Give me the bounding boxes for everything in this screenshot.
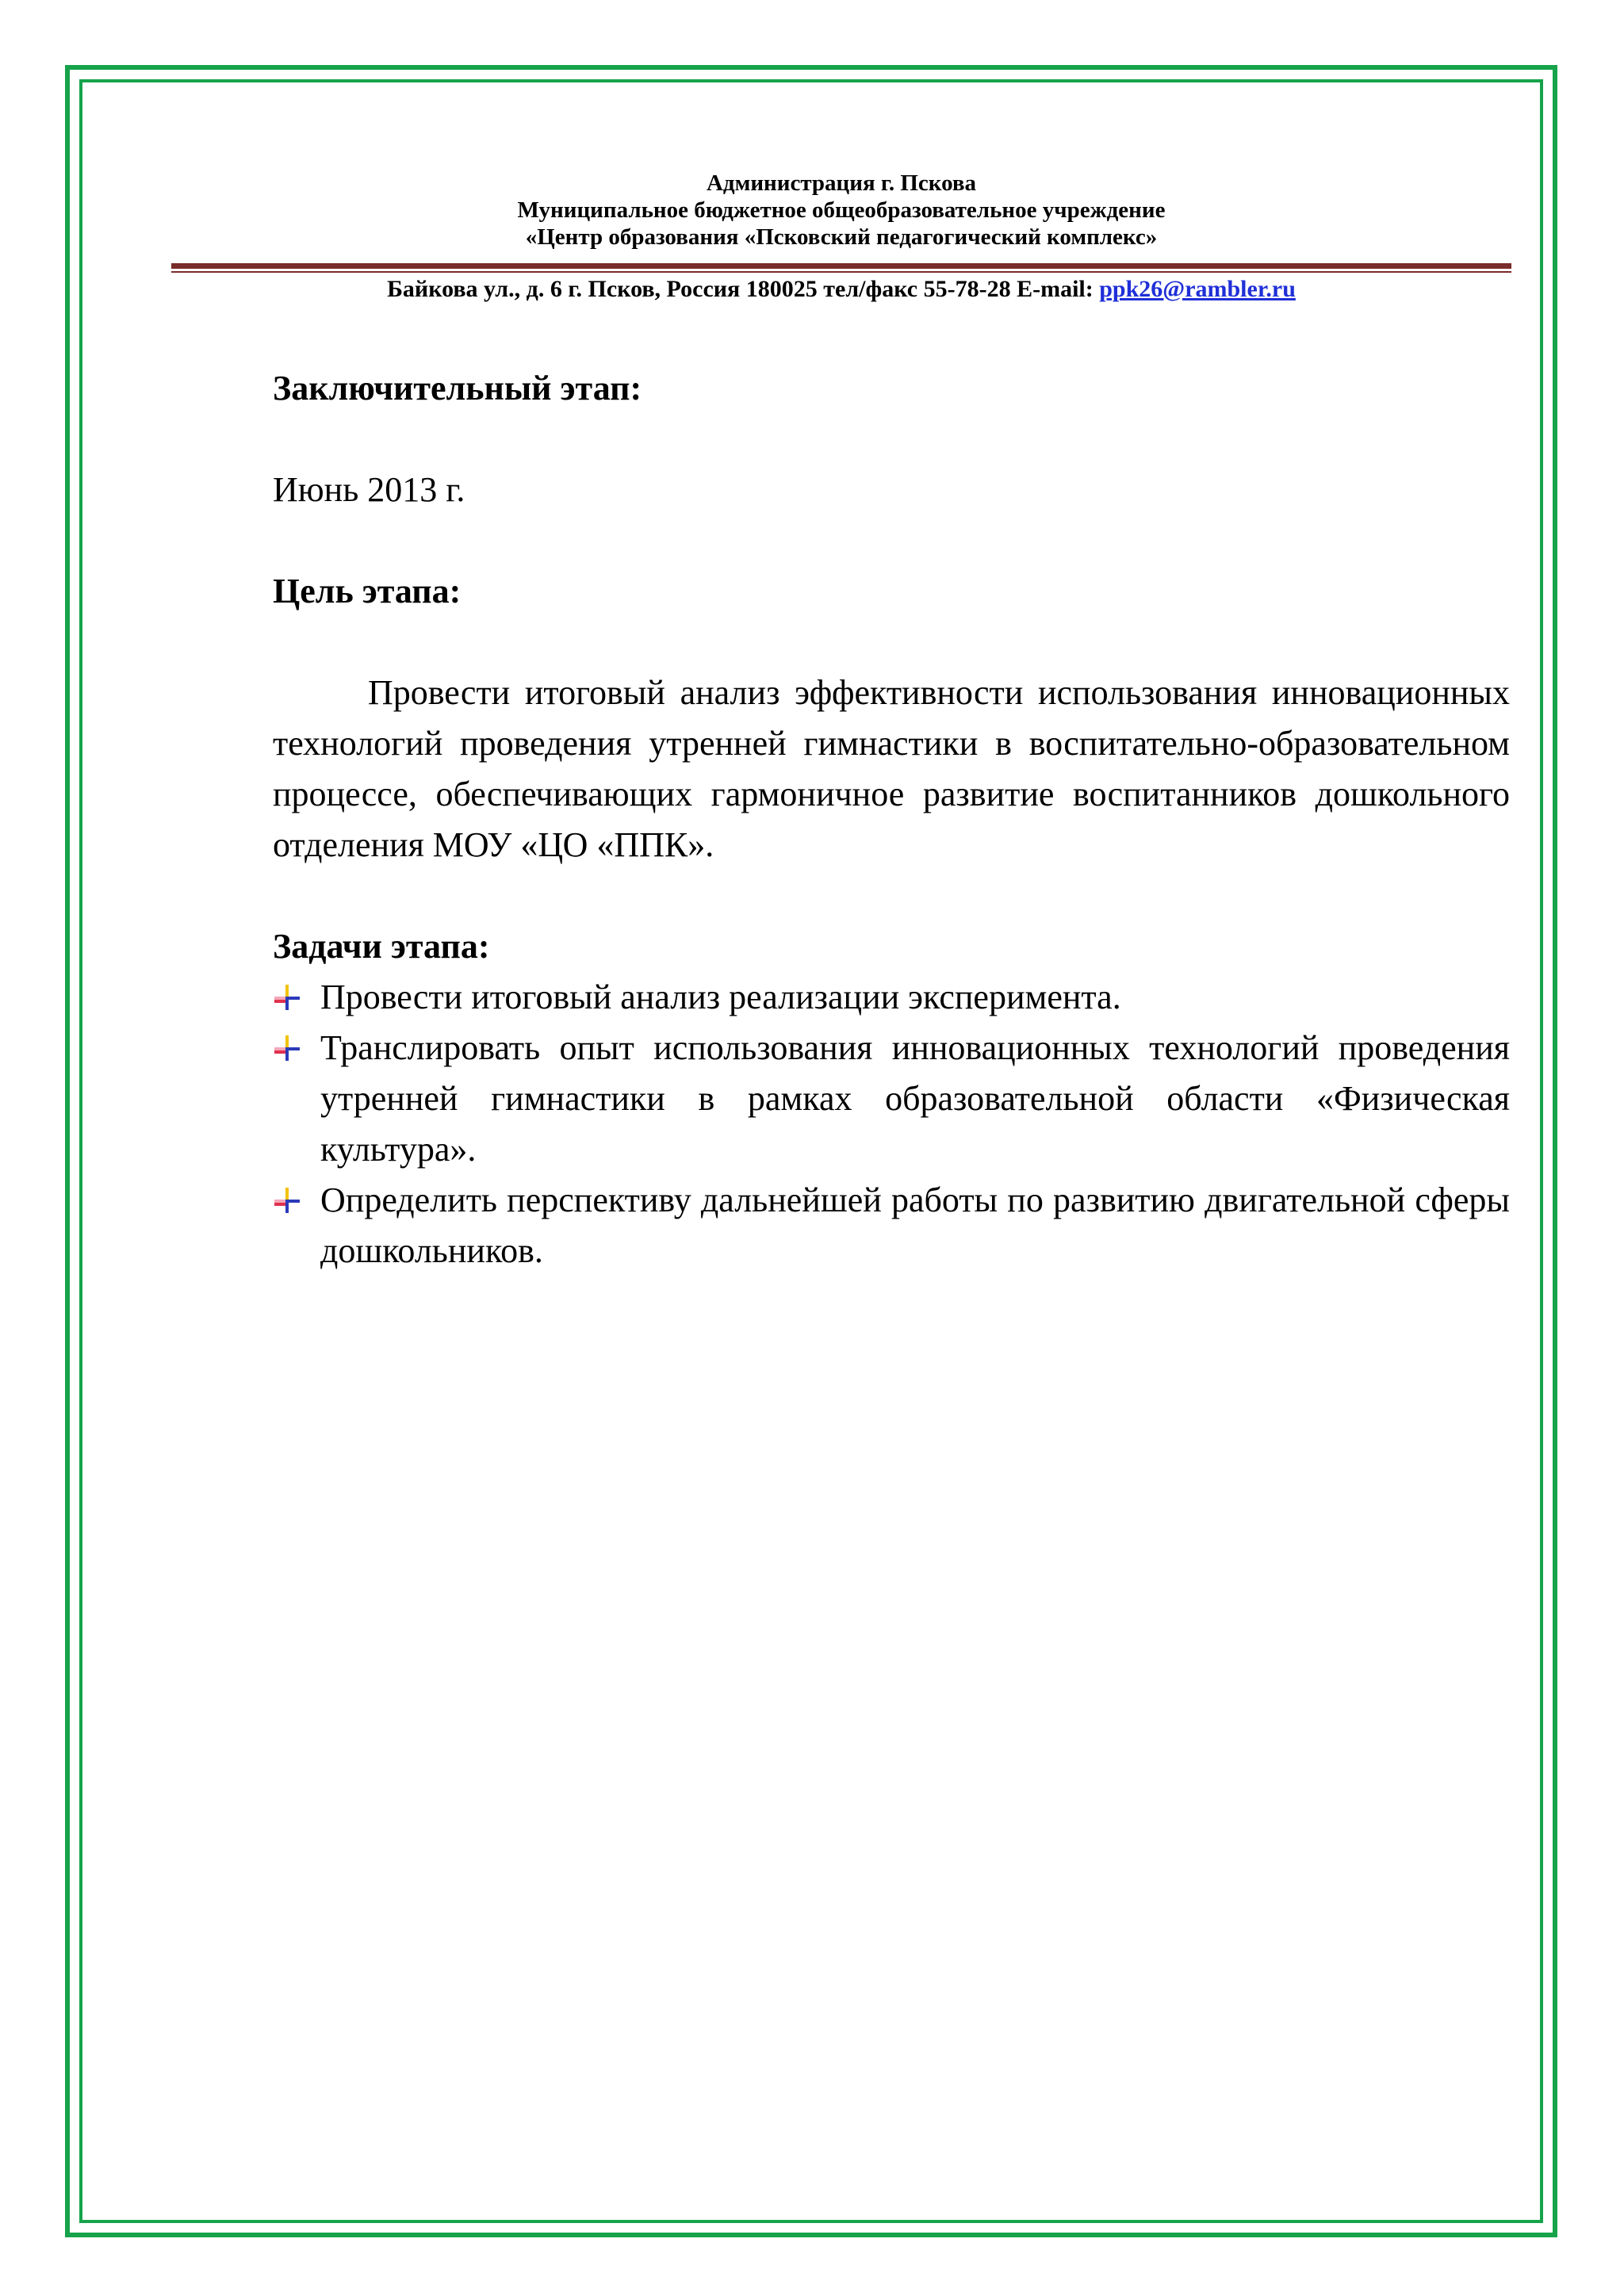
divider-thin-line (171, 271, 1511, 273)
email-link[interactable]: ppk26@rambler.ru (1099, 276, 1296, 302)
tasks-list (273, 972, 1510, 1276)
list-item (273, 1175, 1510, 1276)
cross-bullet-icon (273, 1034, 301, 1062)
letterhead-divider (171, 263, 1511, 273)
task-text: Провести итоговый анализ реализации эксперимента. (320, 978, 1121, 1016)
list-item (273, 1023, 1510, 1175)
goal-heading: Цель этапа: (273, 572, 462, 610)
divider-thick-line (171, 263, 1511, 269)
stage-heading: Заключительный этап: (273, 369, 642, 408)
cross-bullet-icon (273, 983, 301, 1012)
letterhead-institution: Муниципальное бюджетное общеобразовательное учреждение (517, 197, 1166, 223)
list-item (273, 972, 1510, 1023)
cross-bullet-icon (273, 1186, 301, 1215)
address-text: Байкова ул., д. 6 г. Псков, Россия 180025 тел/факс 55-78-28 E-mail: (387, 276, 1100, 302)
letterhead-address (171, 274, 1511, 304)
goal-text: Провести итоговый анализ эффективности использования инновационных технологий проведения утренней гимнастики в воспитательно-образовательном процессе, обеспечивающих гармоничное развитие воспитанников дошкольного отделения МОУ «ЦО «ППК». (273, 673, 1510, 864)
letterhead (171, 170, 1511, 251)
letterhead-center-name: «Центр образования «Псковский педагогический комплекс» (525, 224, 1158, 250)
document-body (273, 363, 1510, 1276)
task-text: Определить перспективу дальнейшей работы по развитию двигательной сферы дошкольников. (320, 1181, 1510, 1270)
task-text: Транслировать опыт использования инновационных технологий проведения утренней гимнастики в рамках образовательной области «Физическая культура». (320, 1028, 1510, 1169)
stage-date: Июнь 2013 г. (273, 470, 465, 509)
letterhead-administration: Администрация г. Пскова (706, 170, 977, 196)
tasks-heading: Задачи этапа: (273, 927, 490, 966)
